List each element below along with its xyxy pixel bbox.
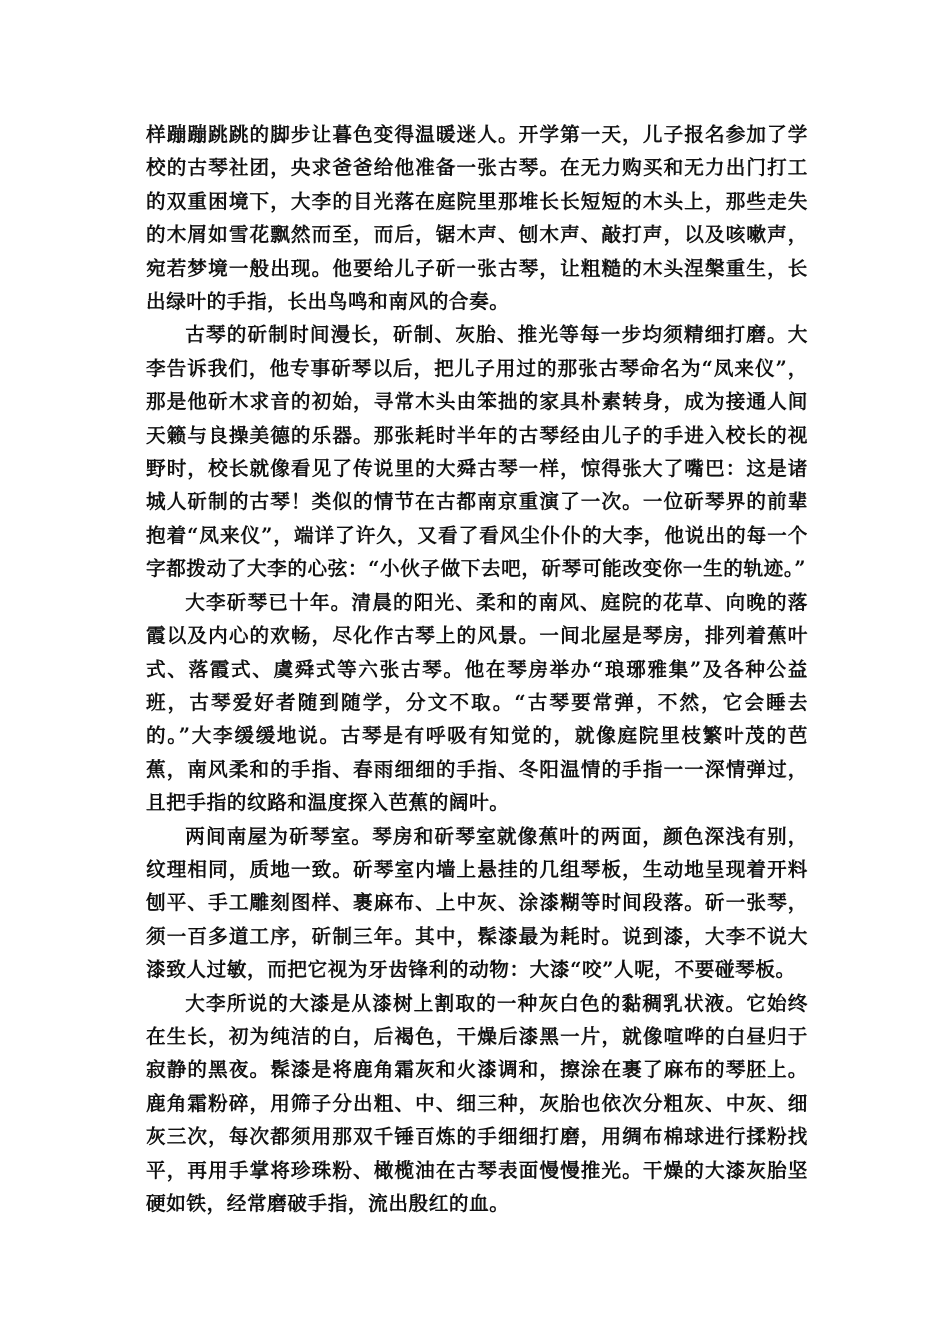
- paragraph-2: 古琴的斫制时间漫长，斫制、灰胎、推光等每一步均须精细打磨。大李告诉我们，他专事斫琴以后，把儿子用过的那张古琴命名为“凤来仪”，那是他斫木求音的初始，寻常木头由笨拙的家具朴素转身，成为接通人间天籁与良操美德的乐器。那张耗时半年的古琴经由儿子的手进入校长的视野时，校长就像看见了传说里的大舜古琴一样，惊得张大了嘴巴：这是诸城人斫制的古琴！类似的情节在古都南京重演了一次。一位斫琴界的前辈抱着“凤来仪”，端详了许久，又看了看风尘仆仆的大李，他说出的每一个字都拨动了大李的心弦：“小伙子做下去吧，斫琴可能改变你一生的轨迹。”: [146, 323, 808, 581]
- document-page: [146, 118, 808, 1220]
- paragraph-3: 大李斫琴已十年。清晨的阳光、柔和的南风、庭院的花草、向晚的落霞以及内心的欢畅，尽化作古琴上的风景。一间北屋是琴房，排列着蕉叶式、落霞式、虞舜式等六张古琴。他在琴房举办“琅琊雅集”及各种公益班，古琴爱好者随到随学，分文不取。“古琴要常弹，不然，它会睡去的。”大李缓缓地说。古琴是有呼吸有知觉的，就像庭院里枝繁叶茂的芭蕉，南风柔和的手指、春雨细细的手指、冬阳温情的手指一一深情弹过，且把手指的纹路和温度探入芭蕉的阔叶。: [146, 590, 808, 815]
- paragraph-4: 两间南屋为斫琴室。琴房和斫琴室就像蕉叶的两面，颜色深浅有别，纹理相同，质地一致。斫琴室内墙上悬挂的几组琴板，生动地呈现着开料刨平、手工雕刻图样、裹麻布、上中灰、涂漆糊等时间段落。斫一张琴，须一百多道工序，斫制三年。其中，髹漆最为耗时。说到漆，大李不说大漆致人过敏，而把它视为牙齿锋利的动物：大漆“咬”人呢，不要碰琴板。: [146, 824, 808, 982]
- paragraph-1: 样蹦蹦跳跳的脚步让暮色变得温暖迷人。开学第一天，儿子报名参加了学校的古琴社团，央求爸爸给他准备一张古琴。在无力购买和无力出门打工的双重困境下，大李的目光落在庭院里那堆长长短短的木头上，那些走失的木屑如雪花飘然而至，而后，锯木声、刨木声、敲打声，以及咳嗽声，宛若梦境一般出现。他要给儿子斫一张古琴，让粗糙的木头涅槃重生，长出绿叶的手指，长出鸟鸣和南风的合奏。: [146, 123, 808, 314]
- paragraph-5: 大李所说的大漆是从漆树上割取的一种灰白色的黏稠乳状液。它始终在生长，初为纯洁的白，后褐色，干燥后漆黑一片，就像喧哗的白昼归于寂静的黑夜。髹漆是将鹿角霜灰和火漆调和，擦涂在裹了麻布的琴胚上。鹿角霜粉碎，用筛子分出粗、中、细三种，灰胎也依次分粗灰、中灰、细灰三次，每次都须用那双千锤百炼的手细细打磨，用绸布棉球进行揉粉找平，再用手掌将珍珠粉、橄榄油在古琴表面慢慢推光。干燥的大漆灰胎坚硬如铁，经常磨破手指，流出殷红的血。: [146, 991, 808, 1215]
